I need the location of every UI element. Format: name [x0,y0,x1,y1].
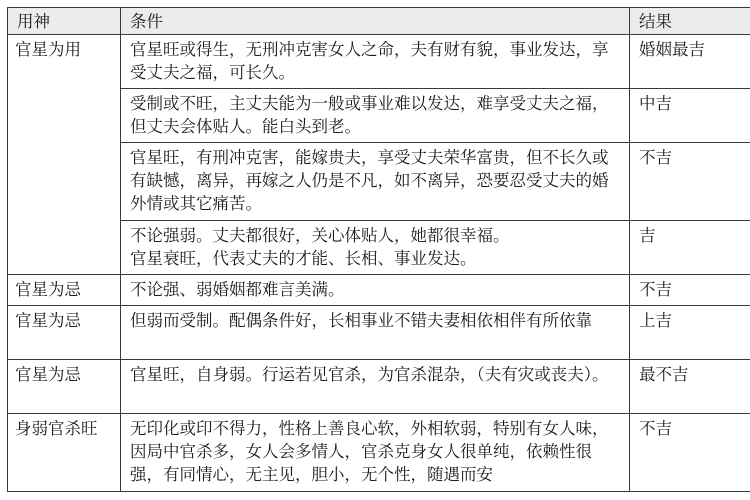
condition-text-cut: 依赖性很强，有同情心，无主见，胆小，无个性，随遇而安 [130,442,592,484]
condition-line: 不论强弱。丈夫都很好，关心体贴人，她都很幸福。 [130,226,510,245]
result-cell: 不吉 [630,414,750,492]
marriage-table [7,7,750,492]
table-row [8,414,750,492]
condition-cell [121,414,630,492]
condition-cell: 官星旺，自身弱。行运若见官杀，为官杀混杂，（夫有灾或丧夫）。 [121,360,630,414]
table-row [8,35,750,89]
usage-cell: 官星为忌 [8,306,121,360]
header-row [8,8,750,35]
usage-cell: 身弱官杀旺 [8,414,121,492]
result-cell: 中吉 [630,89,750,143]
condition-cell: 不论强、弱婚姻都难言美满。 [121,275,630,306]
table-row [8,275,750,306]
condition-cell: 官星旺或得生，无刑冲克害女人之命，夫有财有貌，事业发达，享受丈夫之福，可长久。 [121,35,630,89]
result-cell: 吉 [630,221,750,275]
usage-cell: 官星为忌 [8,360,121,414]
table-row [8,306,750,360]
result-cell: 婚姻最吉 [630,35,750,89]
result-cell: 最不吉 [630,360,750,414]
usage-cell: 官星为忌 [8,275,121,306]
condition-cell [121,221,630,275]
condition-cell: 但弱而受制。配偶条件好，长相事业不错夫妻相依相伴有所依靠 [121,306,630,360]
result-cell: 不吉 [630,143,750,221]
condition-line: 官星衰旺，代表丈夫的才能、长相、事业发达。 [130,249,477,268]
condition-cell: 官星旺，有刑冲克害，能嫁贵夫，享受丈夫荣华富贵，但不长久或有缺憾，离异，再嫁之人仍是不凡，如不离异，恐要忍受丈夫的婚外情或其它痛苦。 [121,143,630,221]
header-usage: 用神 [8,8,121,35]
table-row [8,360,750,414]
usage-cell: 官星为用 [8,35,121,275]
result-cell: 上吉 [630,306,750,360]
condition-text: 无印化或印不得力，性格上善良心软，外相软弱，特别有女人味，因局中官杀多，女人会多情人，官杀克身女人很单纯， [130,419,609,461]
header-result: 结果 [630,8,750,35]
condition-cell: 受制或不旺，主丈夫能为一般或事业难以发达，难享受丈夫之福，但丈夫会体贴人。能白头到老。 [121,89,630,143]
header-condition: 条件 [121,8,630,35]
result-cell: 不吉 [630,275,750,306]
